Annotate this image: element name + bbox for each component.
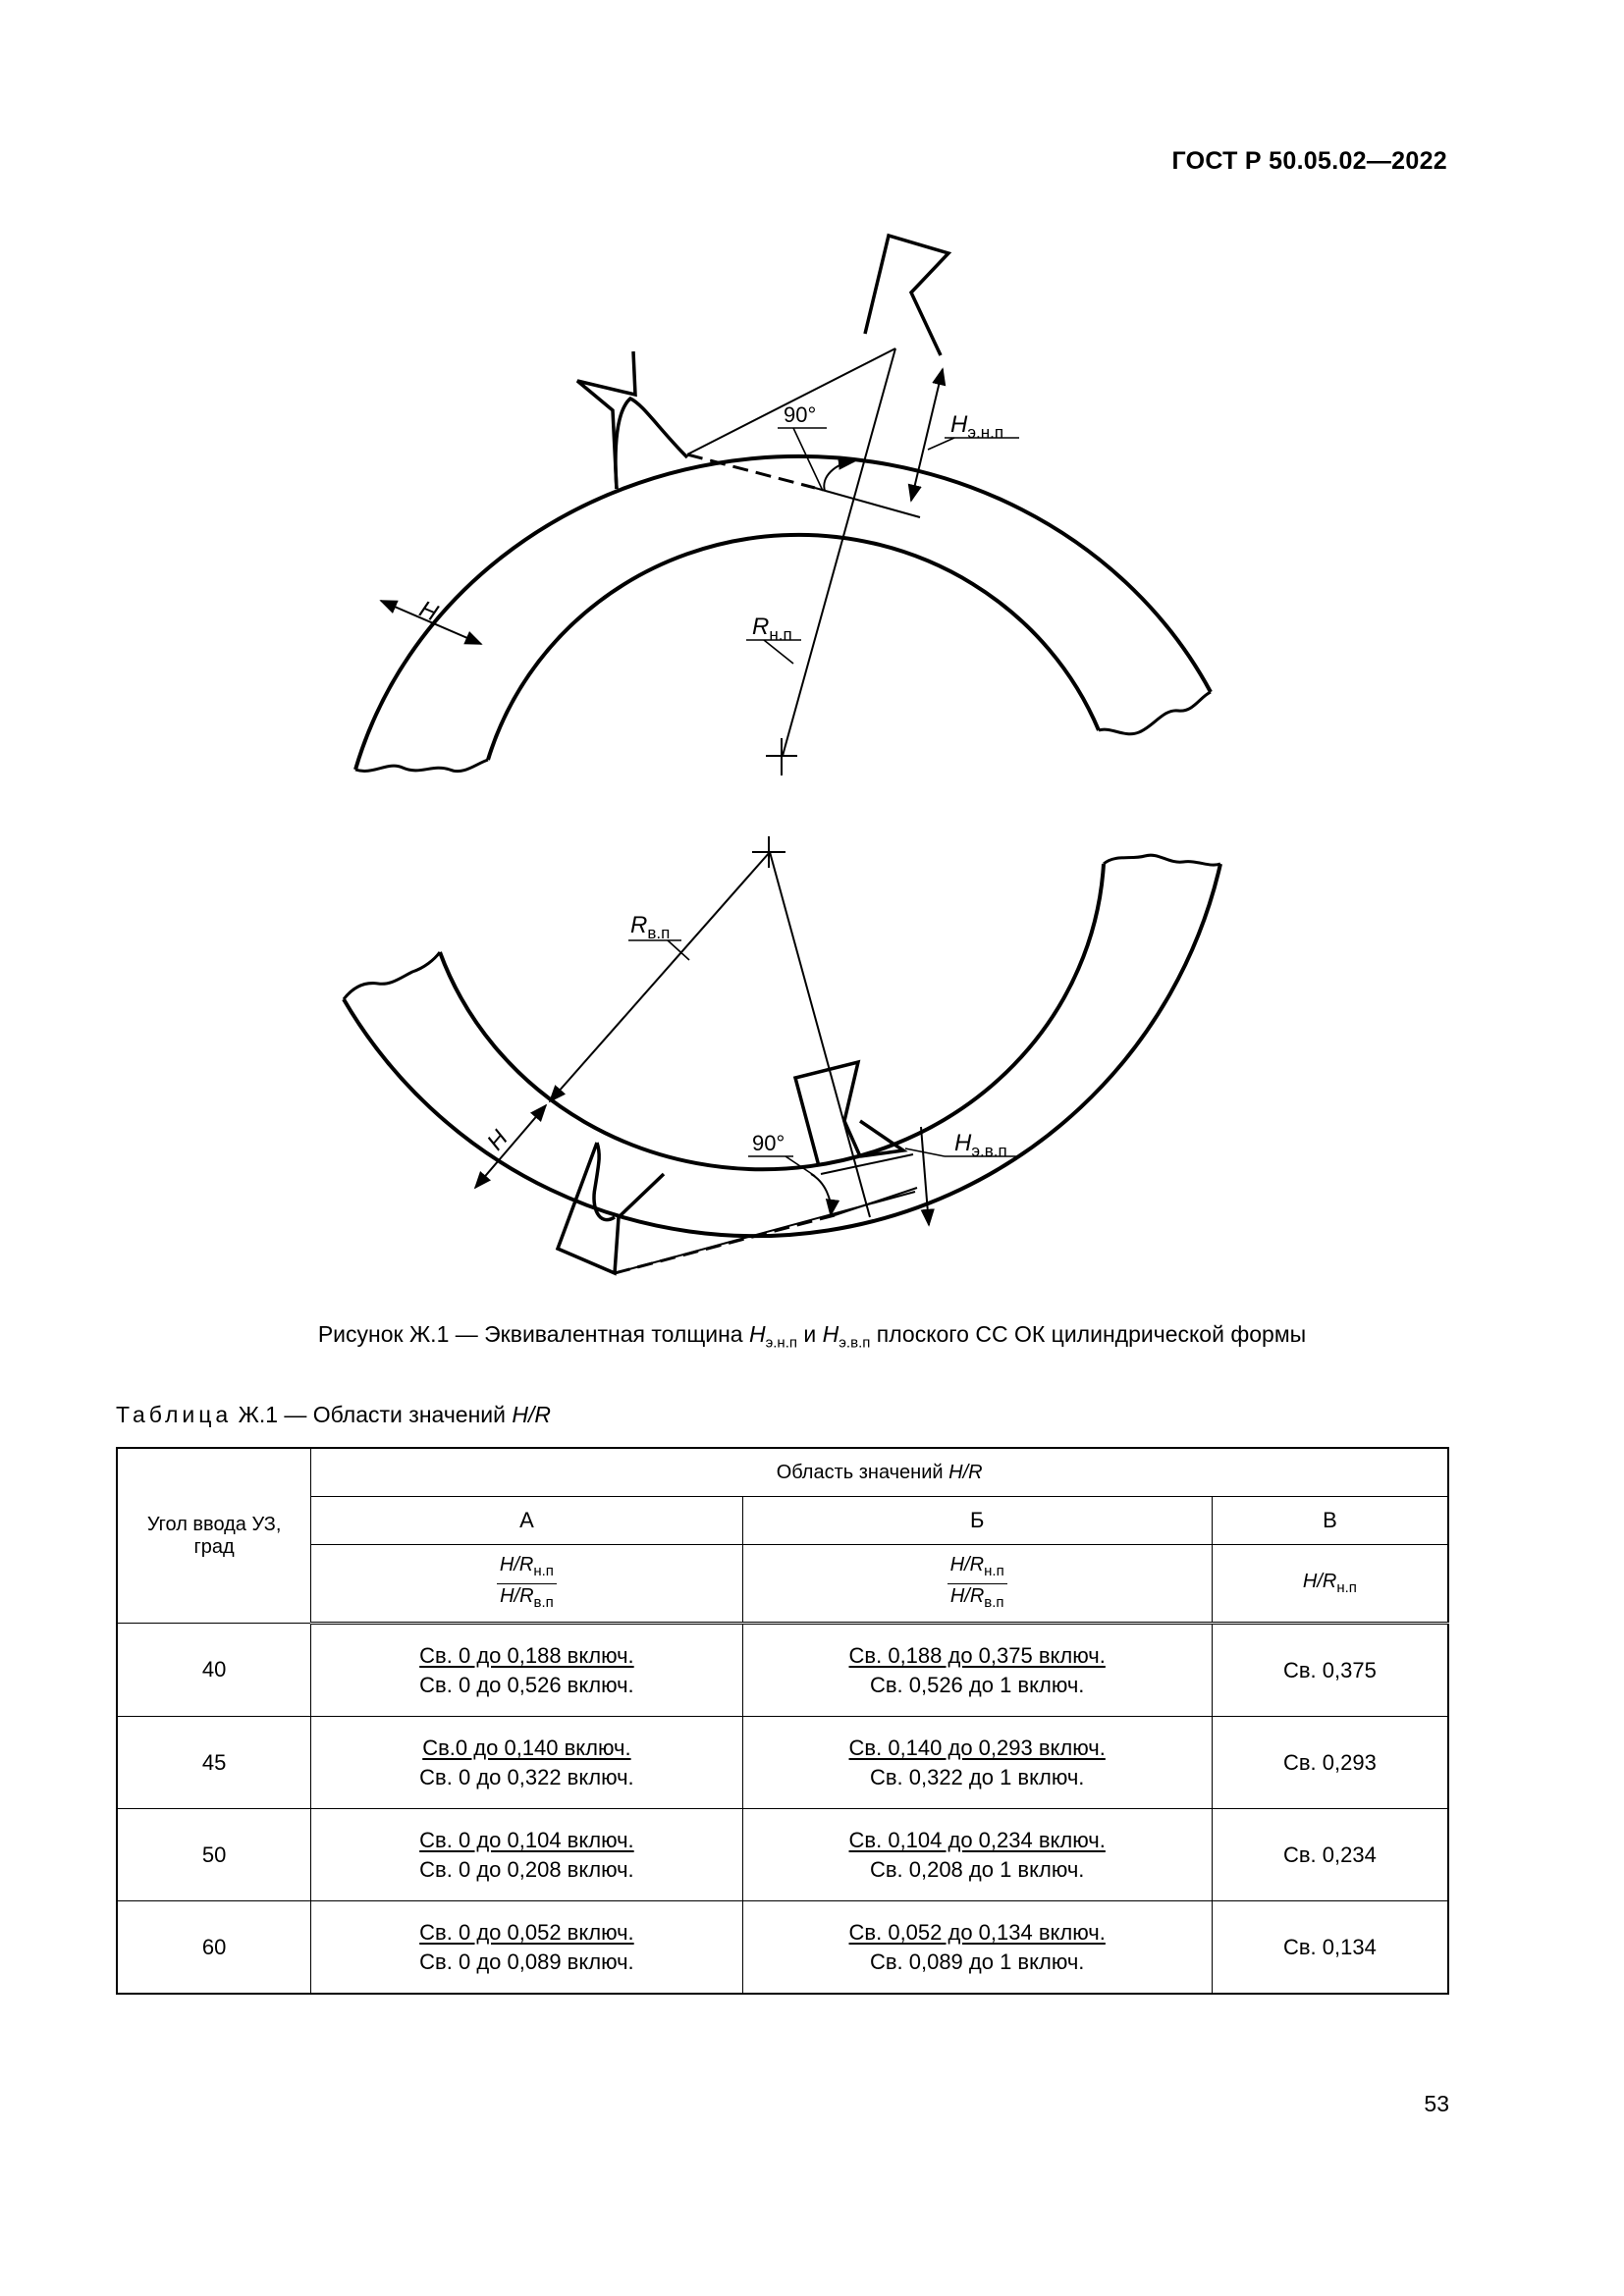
table-row (117, 1624, 1448, 1717)
top-angle-leader (793, 428, 823, 491)
bottom-radius-to-probe (770, 852, 870, 1217)
cell-range-a: Св. 0 до 0,104 включ. Св. 0 до 0,208 включ. (311, 1809, 742, 1901)
group-header-text: Область значений (776, 1461, 949, 1483)
top-weld-bead (616, 399, 687, 489)
bottom-h-label: $H_{э.в.п}$ (954, 1130, 1007, 1160)
bottom-angle-label: 90° (752, 1131, 785, 1155)
top-diagram (355, 236, 1211, 775)
caption-suffix: плоского СС ОК цилиндрической формы (870, 1321, 1307, 1347)
col-header-a: А (311, 1497, 742, 1545)
caption-h1: H (748, 1321, 766, 1347)
top-tangent-line (815, 488, 920, 517)
formula-c: $H/R_{н.п}$ (1212, 1545, 1448, 1624)
bottom-inner-arc (440, 864, 1104, 1169)
caption-h2: H (822, 1321, 839, 1347)
top-r-label: $R_{н.п}$ (752, 614, 792, 644)
bottom-tangent-ext (821, 1154, 913, 1174)
col-header-group (311, 1448, 1448, 1497)
top-weld-lines (577, 351, 635, 489)
caption-h2-sub: э.в.п (839, 1334, 871, 1352)
col-header-angle: Угол ввода УЗ, град (117, 1448, 311, 1624)
bottom-angle-arc (811, 1174, 831, 1215)
top-right-break (1099, 692, 1211, 734)
group-header-var: H/R (948, 1461, 983, 1483)
table-row (117, 1901, 1448, 1995)
top-outer-arc (355, 456, 1211, 770)
cell-range-b: Св. 0,188 до 0,375 включ. Св. 0,526 до 1 включ. (742, 1624, 1212, 1717)
page-number: 53 (1424, 2091, 1449, 2116)
top-h-leader (928, 438, 954, 450)
table-title-word: Таблица (116, 1402, 233, 1427)
bottom-transducer (795, 1062, 860, 1166)
top-inner-arc (488, 535, 1099, 760)
cell-range-c: Св. 0,234 (1212, 1809, 1448, 1901)
bottom-right-break (1104, 855, 1220, 865)
top-left-break (355, 760, 488, 772)
cell-range-a: Св. 0 до 0,188 включ. Св. 0 до 0,526 включ. (311, 1624, 742, 1717)
cell-angle: 40 (117, 1624, 311, 1717)
top-thickness-label: H (415, 595, 442, 627)
top-h-label: $H_{э.н.п}$ (950, 411, 1004, 442)
top-beam-line (687, 348, 895, 454)
bottom-h-dim (921, 1127, 929, 1225)
cell-range-a: Св. 0 до 0,052 включ. Св. 0 до 0,089 включ. (311, 1901, 742, 1995)
cell-range-b: Св. 0,140 до 0,293 включ. Св. 0,322 до 1 включ. (742, 1717, 1212, 1809)
hr-ranges-table (116, 1447, 1449, 1995)
cell-angle: 50 (117, 1809, 311, 1901)
cell-range-b: Св. 0,052 до 0,134 включ. Св. 0,089 до 1 включ. (742, 1901, 1212, 1995)
cell-range-c: Св. 0,134 (1212, 1901, 1448, 1995)
table-row (117, 1717, 1448, 1809)
bottom-diagram (344, 836, 1220, 1273)
bottom-thickness-label: H (481, 1125, 514, 1156)
top-h-dim (911, 369, 943, 501)
cell-range-c: Св. 0,293 (1212, 1717, 1448, 1809)
cell-range-c: Св. 0,375 (1212, 1624, 1448, 1717)
cell-angle: 45 (117, 1717, 311, 1809)
cell-range-a: Св.0 до 0,140 включ. Св. 0 до 0,322 включ. (311, 1717, 742, 1809)
bottom-r-label: $R_{в.п}$ (630, 912, 671, 942)
bottom-thickness-dim (475, 1105, 546, 1188)
formula-a: $\frac{H/R_{н.п}}{H/R_{в.п}}$ (311, 1545, 742, 1624)
bottom-r-leader (668, 940, 689, 960)
table-title (116, 1402, 551, 1428)
table-title-var: H/R (512, 1402, 552, 1427)
formula-b: $\frac{H/R_{н.п}}{H/R_{в.п}}$ (742, 1545, 1212, 1624)
bottom-left-break (344, 952, 440, 999)
caption-prefix: Рисунок Ж.1 — Эквивалентная толщина (317, 1321, 749, 1347)
top-angle-label: 90° (784, 402, 817, 427)
top-transducer (865, 236, 948, 355)
bottom-radius-line (550, 852, 770, 1101)
cell-range-b: Св. 0,104 до 0,234 включ. Св. 0,208 до 1 включ. (742, 1809, 1212, 1901)
caption-conj: и (797, 1321, 823, 1347)
bottom-outer-arc (344, 864, 1220, 1236)
document-code: ГОСТ Р 50.05.02—2022 (1171, 147, 1447, 175)
caption-h1-sub: э.н.п (765, 1334, 798, 1352)
table-title-rest: Ж.1 — Области значений (232, 1402, 513, 1427)
col-header-c: В (1212, 1497, 1448, 1545)
top-angle-arc (824, 461, 854, 491)
bottom-weld-lines (558, 1143, 664, 1273)
cell-angle: 60 (117, 1901, 311, 1995)
col-header-b: Б (742, 1497, 1212, 1545)
figure-caption (0, 1321, 1624, 1352)
table-row (117, 1809, 1448, 1901)
